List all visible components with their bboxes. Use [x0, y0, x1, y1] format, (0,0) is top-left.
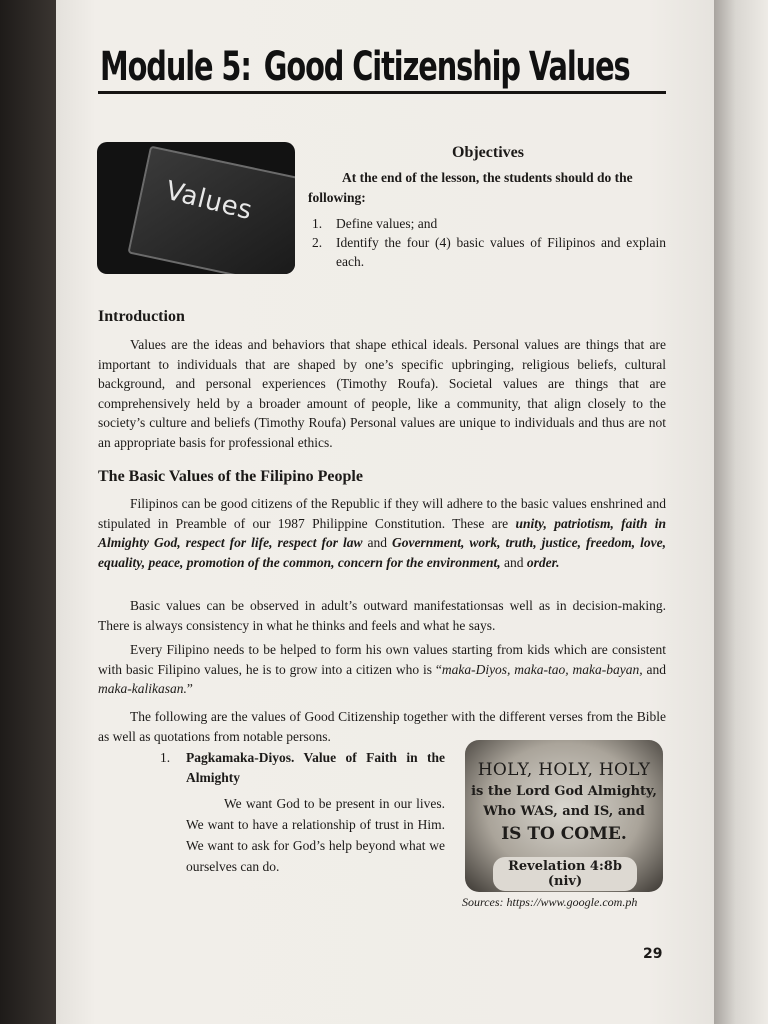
introduction-paragraph: Values are the ideas and behaviors that shape ethical ideals. Personal values are things that are important to individuals that are shaped by one’s specific upbringing, religious beliefs, cultural background, and personal experiences (Timothy Roufa). Societal values are things that are comprehensively held by a broader amount of people, like a community, that align closely to the society’s culture and beliefs (Timothy Roufa) Personal values are unique to individuals and thus are not an appropriate basis for professional ethics. — [98, 337, 666, 450]
verse-line-2: is the Lord God Almighty, — [471, 784, 657, 799]
objectives-lead: At the end of the lesson, the students should do the following: — [308, 170, 633, 205]
bible-verse-image — [465, 740, 663, 892]
values-sign-image — [97, 142, 295, 274]
objectives-heading: Objectives — [452, 144, 524, 161]
page-edge-left — [0, 0, 56, 1024]
basic-values-paragraph-3: Every Filipino needs to be helped to form his own values starting from kids which are consistent with basic Filipino values, he is to grow into a citizen who is “maka-Diyos, maka-tao, maka-bayan, and maka-kalikasan.” — [98, 642, 667, 696]
item-body: We want God to be present in our lives. We want to have a relationship of trust in Him. We want to ask for God’s help beyond what we ourselves can do. — [186, 796, 445, 874]
objective-item: 1. Define values; and — [312, 216, 438, 231]
basic-values-paragraph-4: The following are the values of Good Citizenship together with the different verses from the Bible as well as quotations from notable persons. — [98, 709, 666, 744]
objective-item: 2. Identify the four (4) basic values of Filipinos and explain each. — [312, 235, 666, 269]
basic-values-heading: The Basic Values of the Filipino People — [98, 468, 363, 485]
image-sources: Sources: https://www.google.com.ph — [462, 895, 638, 909]
values-sign-text: Values — [162, 175, 256, 227]
page-edge-right — [714, 0, 768, 1024]
page-title — [100, 42, 630, 92]
objectives-list — [312, 214, 666, 271]
title-main: Good Citizenship Values — [263, 44, 630, 90]
basic-values-paragraph-1: Filipinos can be good citizens of the Republic if they will adhere to the basic values enshrined and stipulated in Preamble of our 1987 Philippine Constitution. These are unity, patriotism, faith in Almighty God, respect for life, respect for law and Government, work, truth, justice, freedom, love, equality, peace, promotion of the common, concern for the environment, and order. — [98, 496, 667, 570]
basic-values-paragraph-2: Basic values can be observed in adult’s outward manifestationsas well as in decision-making. There is always consistency in what he thinks and feels and what he says. — [98, 598, 666, 633]
page-number: 29 — [643, 946, 663, 962]
verse-line-1: HOLY, HOLY, HOLY — [477, 760, 651, 780]
verse-reference: Revelation 4:8b (niv) — [493, 857, 637, 891]
title-underline — [98, 91, 666, 94]
introduction-heading: Introduction — [98, 308, 185, 325]
item-number: 1. — [160, 750, 171, 765]
item-heading: Pagkamaka-Diyos. Value of Faith in the Almighty — [186, 750, 445, 785]
verse-line-3: Who WAS, and IS, and — [483, 804, 645, 819]
verse-line-4: IS TO COME. — [501, 824, 627, 844]
value-item-1 — [160, 748, 445, 877]
title-prefix: Module 5: — [100, 44, 251, 90]
